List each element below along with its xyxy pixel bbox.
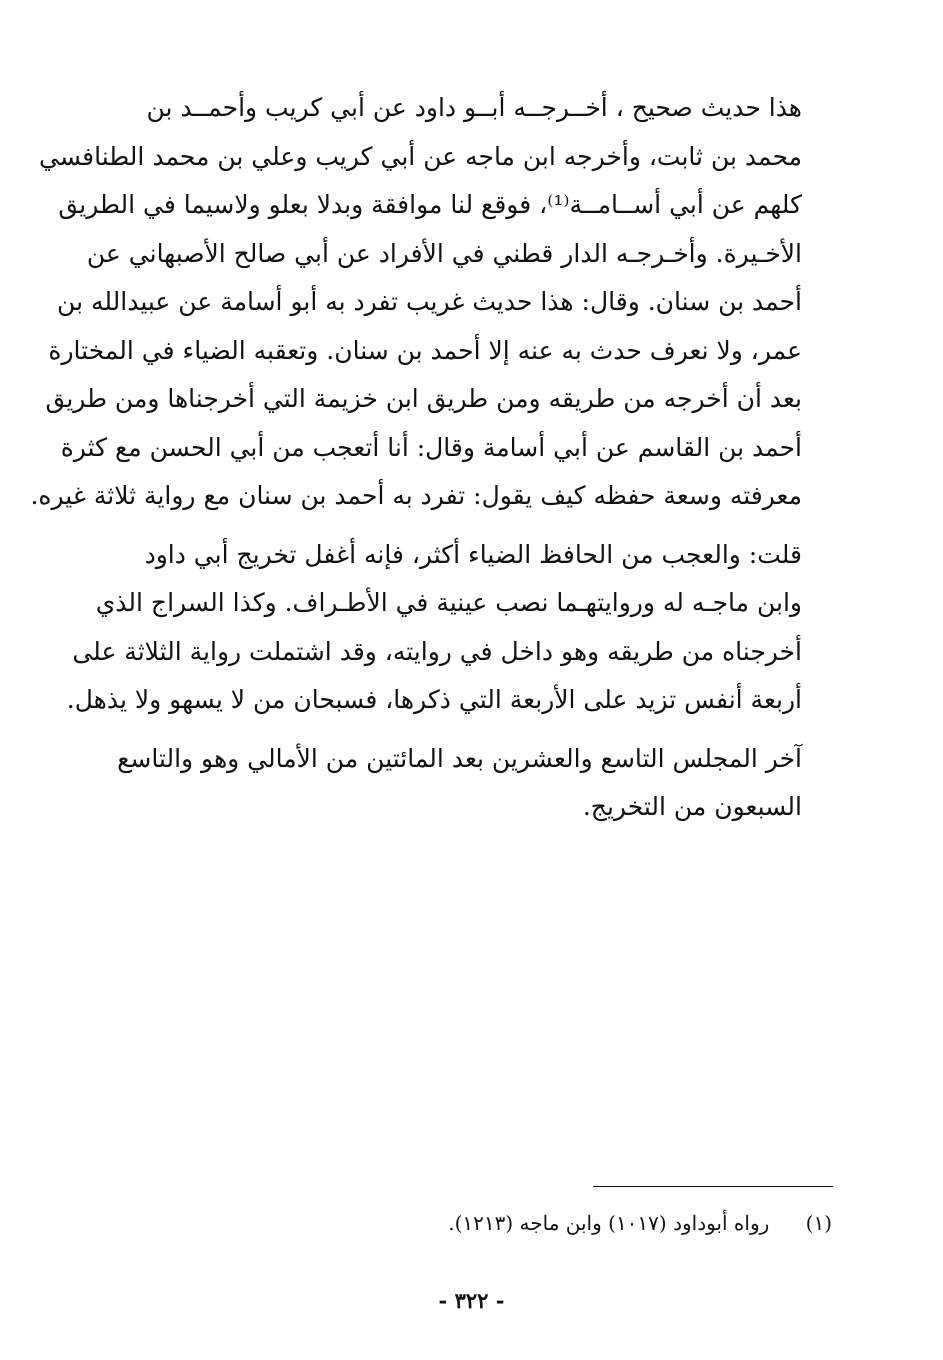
footnote-text: رواه أبوداود (١٠١٧) وابن ماجه (١٢١٣).: [448, 1211, 770, 1235]
text-line: وابن ماجـه له وروايتهـما نصب عينية في الأطـراف. وكذا السراج الذي: [95, 588, 802, 617]
footnote-divider: [593, 1186, 833, 1187]
text-line: معرفته وسعة حفظه كيف يقول: تفرد به أحمد بن سنان مع رواية ثلاثة غيره.: [30, 481, 802, 510]
text-line: أحمد بن سنان. وقال: هذا حديث غريب تفرد به أبو أسامة عن عبيدالله بن: [57, 287, 802, 316]
text-line: هذا حديث صحيح ، أخــرجــه أبــو داود عن أبي كريب وأحمــد بن: [146, 93, 802, 122]
paragraph-3: [112, 735, 836, 832]
text-line: السبعون من التخريج.: [582, 792, 802, 821]
paragraph-2: [66, 531, 836, 725]
footnote: [380, 1208, 832, 1238]
text-line: آخر المجلس التاسع والعشرين بعد المائتين من الأمالي وهو والتاسع: [117, 743, 802, 773]
text-line: محمد بن ثابت، وأخرجه ابن ماجه عن أبي كريب وعلي بن محمد الطنافسي: [39, 141, 802, 171]
text-line: كلهم عن أبي أســامــة⁽¹⁾، فوقع لنا موافقة وبدلا بعلو ولاسيما في الطريق: [58, 190, 802, 219]
page-number: - ٣٢٢ -: [438, 1288, 505, 1313]
text-line: بعد أن أخرجه من طريقه ومن طريق ابن خزيمة التي أخرجناها ومن طريق: [45, 384, 802, 413]
text-line: أخرجناه من طريقه وهو داخل في روايته، وقد اشتملت رواية الثلاثة على: [72, 636, 802, 666]
paragraph-1: [30, 84, 836, 521]
text-line: الأخـيرة. وأخـرجـه الدار قطني في الأفراد عن أبي صالح الأصبهاني عن: [86, 238, 802, 268]
text-line: عمر، ولا نعرف حدث به عنه إلا أحمد بن سنان. وتعقبه الضياء في المختارة: [48, 335, 802, 365]
footnote-number: (١): [805, 1211, 832, 1235]
text-line: أربعة أنفس تزيد على الأربعة التي ذكرها، فسبحان من لا يسهو ولا يذهل.: [66, 685, 802, 714]
text-line: أحمد بن القاسم عن أبي أسامة وقال: أنا أتعجب من أبي الحسن مع كثرة: [60, 432, 802, 462]
text-line: قلت: والعجب من الحافظ الضياء أكثر، فإنه أغفل تخريج أبي داود: [144, 539, 802, 569]
main-text: [30, 84, 836, 842]
